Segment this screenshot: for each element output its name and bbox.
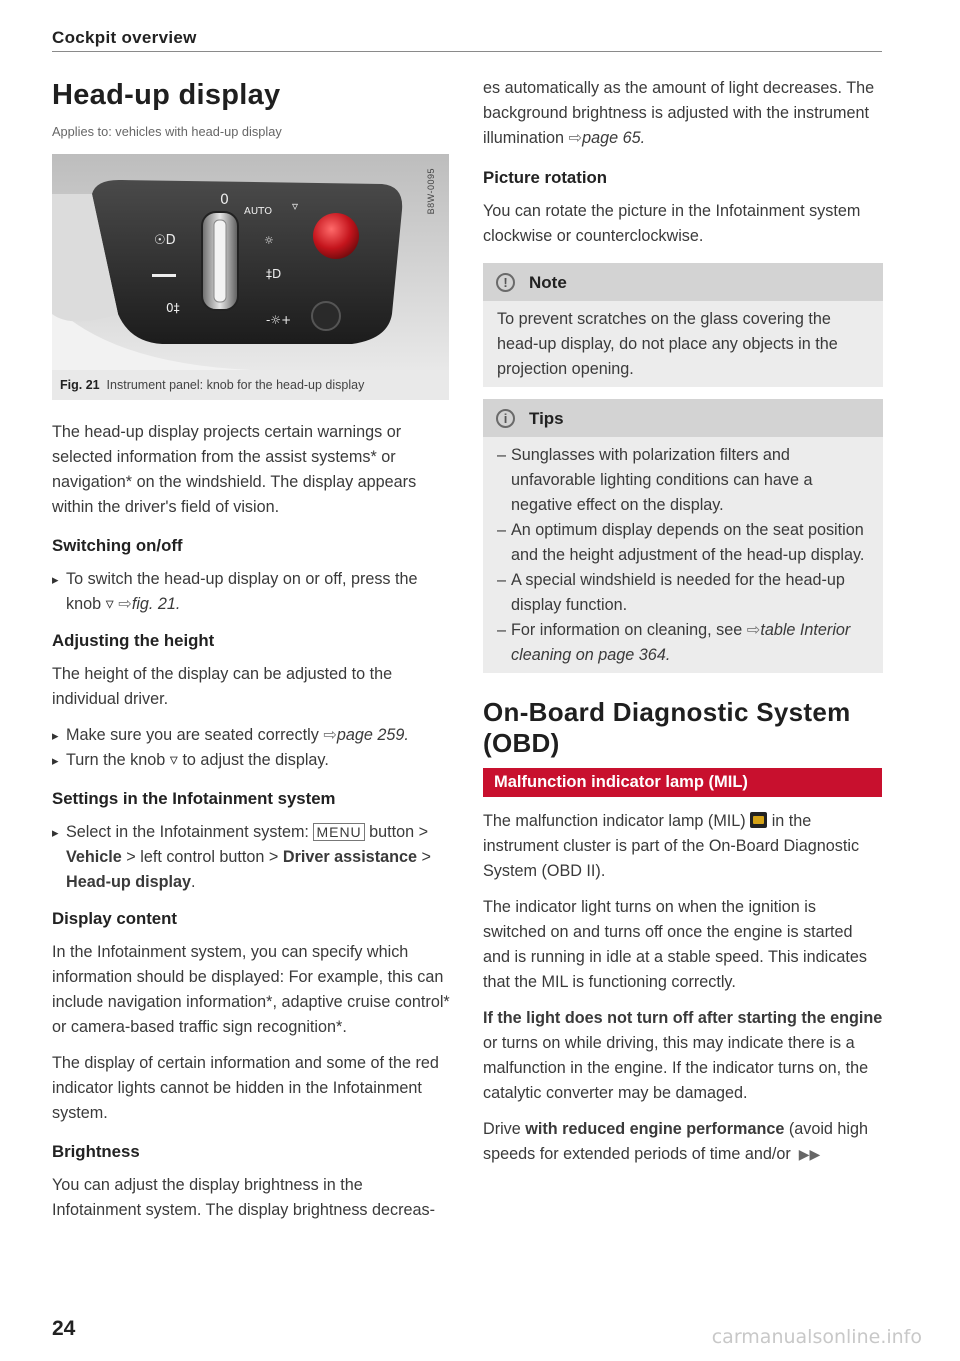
svg-text:-☼+: -☼+ xyxy=(266,313,292,327)
continue-arrow-icon: ▶▶ xyxy=(798,1146,821,1162)
svg-text:0: 0 xyxy=(220,192,229,208)
obd-paragraph-1: The malfunction indicator lamp (MIL) in the instrument cluster is part of the On-Board Diagnostic System (OBD II). xyxy=(483,812,860,880)
obd-paragraph-4: Drive with reduced engine performance (avoid high speeds for extended periods of time and/or ▶▶ xyxy=(483,1120,869,1163)
engine-warning-icon xyxy=(750,812,767,828)
settings-step: ▸ Select in the Infotainment system: MENU button > Vehicle > left control button > Driver assistance > Head-up display. xyxy=(52,820,452,895)
height-step-2: ▸ Turn the knob ▿ to adjust the display. xyxy=(52,748,452,773)
tip-item: – A special windshield is needed for the head-up display function. xyxy=(497,568,869,618)
cleaning-table-link[interactable]: ⇨table Interior cleaning on page 364. xyxy=(511,621,851,664)
page-65-link[interactable]: ⇨page 65. xyxy=(568,129,646,147)
figure-caption xyxy=(52,370,449,400)
svg-text:☼: ☼ xyxy=(264,234,274,247)
header-rule xyxy=(52,51,882,52)
note-text: To prevent scratches on the glass covering the head-up display, do not place any objects in the projection opening. xyxy=(497,310,838,378)
page-title: Head-up display xyxy=(52,79,281,111)
svg-text:‡D: ‡D xyxy=(266,267,282,281)
rotation-paragraph: You can rotate the picture in the Infotainment system clockwise or counterclockwise. xyxy=(483,202,861,245)
heading-brightness: Brightness xyxy=(52,1142,140,1161)
knob-panel-illustration xyxy=(52,154,449,400)
tips-box xyxy=(483,399,883,673)
info-icon: i xyxy=(496,409,515,428)
page-259-link[interactable]: ⇨page 259. xyxy=(323,726,409,744)
tip-item: – An optimum display depends on the seat position and the height adjustment of the head-up display. xyxy=(497,518,869,568)
hud-knob-icon: ▿ xyxy=(105,595,114,613)
figure-21 xyxy=(52,154,449,400)
tip-item: – For information on cleaning, see ⇨table Interior cleaning on page 364. xyxy=(497,618,869,668)
watermark: carmanualsonline.info xyxy=(711,1326,922,1348)
section-header: Cockpit overview xyxy=(52,28,197,47)
heading-switching: Switching on/off xyxy=(52,536,183,555)
caption-label: Fig. 21 xyxy=(60,378,100,392)
applies-to: Applies to: vehicles with head-up display xyxy=(52,124,282,139)
exclamation-icon: ! xyxy=(496,273,515,292)
note-title: Note xyxy=(529,272,567,292)
note-box xyxy=(483,263,883,387)
page-number: 24 xyxy=(52,1317,76,1340)
hud-knob-icon: ▿ xyxy=(169,751,178,769)
intro-paragraph: The head-up display projects certain warnings or selected information from the assist systems* or navigation* on the windshield. The display appears within the driver's field of vision. xyxy=(52,423,417,516)
figure-code: B8W-0095 xyxy=(426,168,436,215)
brightness-paragraph: You can adjust the display brightness in the Infotainment system. The display brightness decreas- xyxy=(52,1176,435,1219)
brightness-continued: es automatically as the amount of light decreases. The background brightness is adjusted with the instrument illumination ⇨page 65. xyxy=(483,79,875,147)
heading-settings: Settings in the Infotainment system xyxy=(52,789,336,808)
caption-text: Instrument panel: knob for the head-up display xyxy=(106,378,365,392)
heading-picture-rotation: Picture rotation xyxy=(483,168,608,187)
height-step-1: ▸ Make sure you are seated correctly ⇨page 259. xyxy=(52,723,452,748)
content-paragraph-2: The display of certain information and some of the red indicator lights cannot be hidden in the Infotainment system. xyxy=(52,1054,439,1122)
menu-key: MENU xyxy=(313,823,364,841)
obd-paragraph-3: If the light does not turn off after starting the engine or turns on while driving, this may indicate there is a malfunction in the engine. If the indicator turns on, the catalytic converter may be damaged. xyxy=(483,1009,883,1102)
svg-text:0‡: 0‡ xyxy=(166,301,180,315)
obd-paragraph-2: The indicator light turns on when the ignition is switched on and turns off once the engine is started and is running in idle at a stable speed. This indicates that the MIL is functioning correctly. xyxy=(483,898,867,991)
content-paragraph-1: In the Infotainment system, you can specify which information should be displayed: For example, this can include navigation information*, adaptive cruise control* or camera-based traffic sign recognition*. xyxy=(52,943,450,1036)
tip-item: – Sunglasses with polarization filters and unfavorable lighting conditions can have a negative effect on the display. xyxy=(497,443,869,518)
svg-text:☉D: ☉D xyxy=(154,233,176,248)
svg-text:AUTO: AUTO xyxy=(244,206,273,217)
note-header xyxy=(483,263,883,301)
fig-ref-link[interactable]: ⇨fig. 21. xyxy=(118,595,181,613)
switching-step: ▸ To switch the head-up display on or off, press the knob ▿ ⇨fig. 21. xyxy=(52,567,452,617)
mil-section-bar: Malfunction indicator lamp (MIL) xyxy=(483,768,882,797)
svg-text:▿: ▿ xyxy=(292,199,299,213)
tips-header xyxy=(483,399,883,437)
heading-display-content: Display content xyxy=(52,909,177,928)
tips-title: Tips xyxy=(529,408,564,428)
obd-title: On-Board Diagnostic System (OBD) xyxy=(483,697,851,758)
heading-height: Adjusting the height xyxy=(52,631,215,650)
left-column xyxy=(52,78,452,1223)
height-paragraph: The height of the display can be adjusted to the individual driver. xyxy=(52,665,393,708)
right-column xyxy=(483,76,883,1167)
